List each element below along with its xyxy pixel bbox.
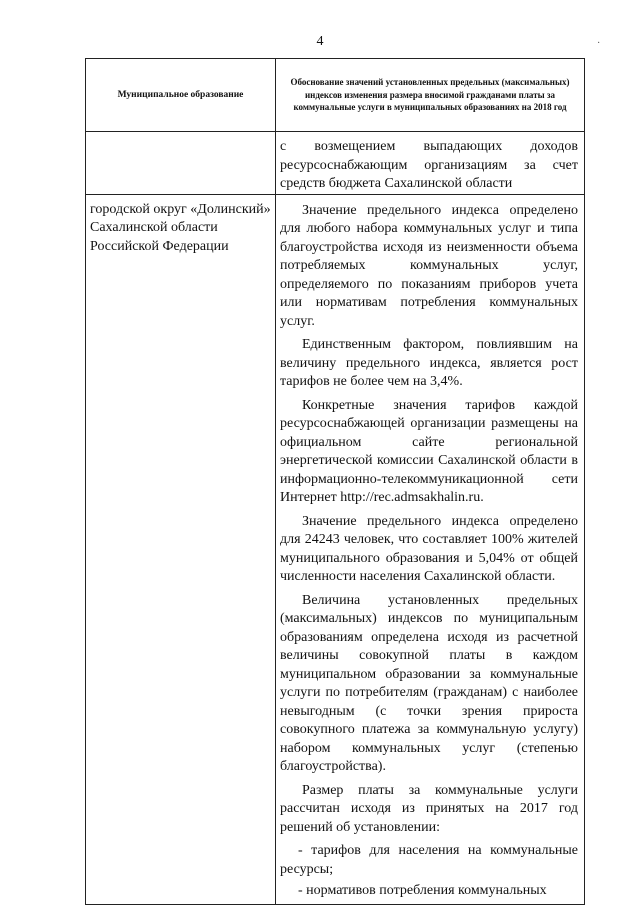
header-municipality: Муниципальное образование [86,59,276,132]
continuation-empty-cell [86,132,276,195]
list-item: - тарифов для населения на коммунальные ресурсы; [280,843,578,877]
paragraph: Размер платы за коммунальные услуги рассчитан исходя из принятых на 2017 год решений об установлении: [280,782,578,835]
list-item: - нормативов потребления коммунальных [298,883,547,898]
continuation-row [86,132,585,195]
paragraph: Величина установленных предельных (максимальных) индексов по муниципальным образованиям определена исходя из расчетной величины совокупной платы в каждом муниципальном образовании за коммунальные услуги по потребителям (гражданам) с наиболее невыгодным (с точки зрения прироста совокупного платежа за коммунальную услугу) набором коммунальных услуг (степенью благоустройства). [280,592,578,774]
justification-text [276,195,584,901]
paragraph: Конкретные значения тарифов каждой ресурсоснабжающей организации размещены на официальном сайте региональной энергетической комиссии Сахалинской области в информационно-телекоммуникационной сети Интернет http://rec.admsakhalin.ru. [280,397,578,505]
municipality-name: городской округ «Долинский» Сахалинской области Российской Федерации [90,201,271,254]
continuation-text: с возмещением выпадающих доходов ресурсоснабжающим организациям за счет средств бюджета Сахалинской области [280,139,578,191]
page-number: 4 [316,34,324,49]
table-header-row [86,59,585,132]
table-row [86,194,585,904]
justification-cell [276,194,585,904]
header-justification: Обоснование значений установленных предельных (максимальных) индексов изменения размера вносимой гражданами платы за коммунальные услуги в муниципальных образованиях на 2018 год [276,59,585,132]
justification-table [85,58,585,905]
continuation-cell [276,132,585,195]
corner-mark: · [597,38,601,49]
municipality-cell [86,194,276,904]
paragraph: Значение предельного индекса определено для 24243 человек, что составляет 100% жителей муниципального образования и 5,04% от общей численности населения Сахалинской области. [280,513,578,584]
paragraph: Значение предельного индекса определено для любого набора коммунальных услуг и типа благоустройства исходя из неизменности объема потребляемых коммунальных услуг, определяемого по показаниям приборов учета или нормативам потребления коммунальных услуг. [280,202,578,329]
paragraph: Единственным фактором, повлиявшим на величину предельного индекса, является рост тарифов не более чем на 3,4%. [280,337,578,389]
